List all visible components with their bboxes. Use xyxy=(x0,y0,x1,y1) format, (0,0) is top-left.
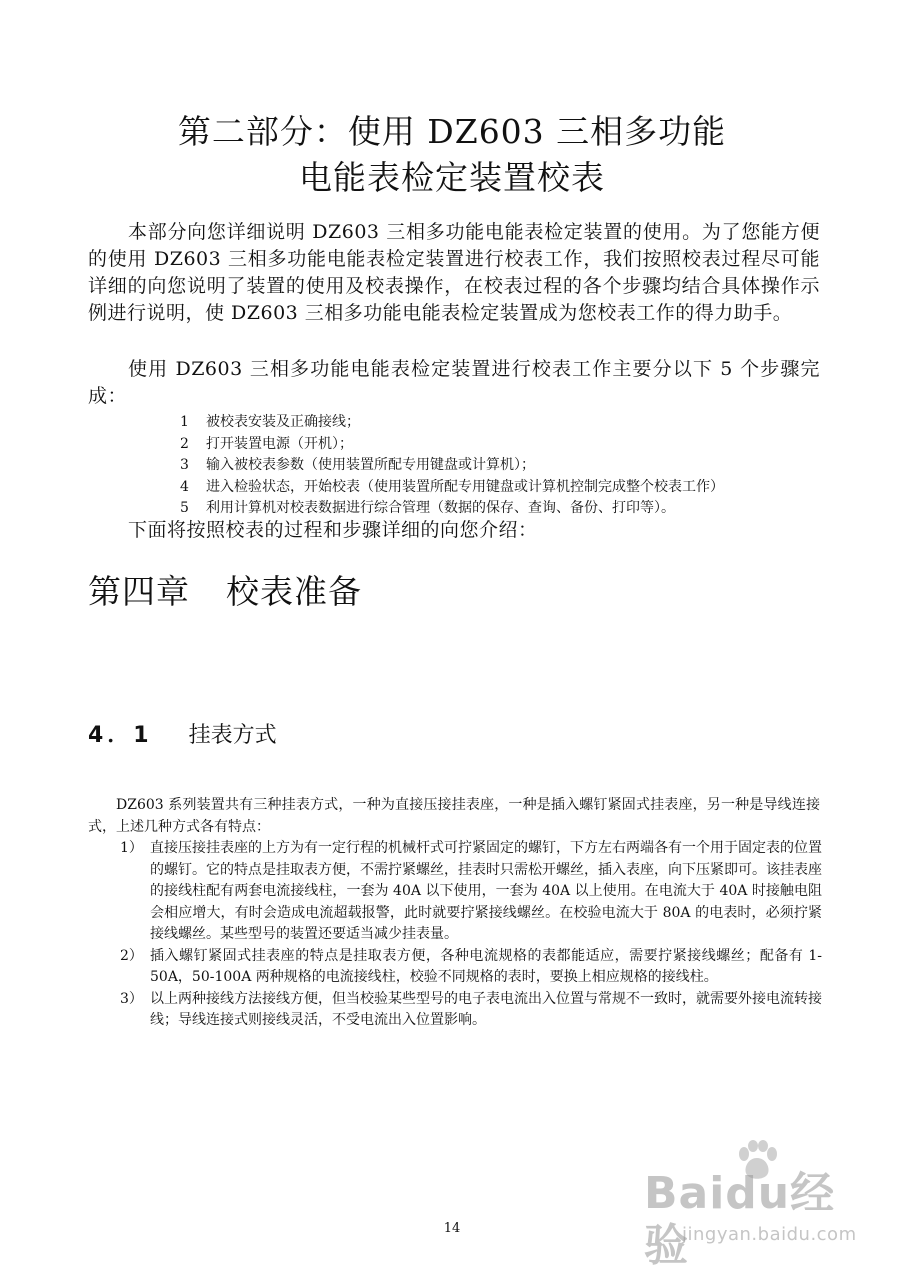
watermark-url: jingyan.baidu.com xyxy=(682,1224,857,1245)
step-item xyxy=(180,477,840,499)
list-item-text: 以上两种接线方法接线方便，但当校验某些型号的电子表电流出入位置与常规不一致时，就需要外接电流转接线；导线连接式则接线灵活，不受电流出入位置影响。 xyxy=(150,990,822,1028)
part-title-line-2: 电能表检定装置校表 xyxy=(299,158,605,197)
list-item xyxy=(120,838,822,946)
step-text: 输入被校表参数（使用装置所配专用键盘或计算机）； xyxy=(206,457,535,473)
list-item xyxy=(120,989,822,1032)
list-item-number: 3） xyxy=(120,990,143,1007)
section-lead-text: DZ603 系列装置共有三种挂表方式，一种为直接压接挂表座，一种是插入螺钉紧固式挂表座，另一种是导线连接式，上述几种方式各有特点： xyxy=(88,797,820,835)
step-text: 利用计算机对校表数据进行综合管理（数据的保存、查询、备份、打印等）。 xyxy=(206,500,675,516)
chapter-number: 第四章 xyxy=(88,572,190,611)
list-item xyxy=(120,946,822,989)
baidu-jingyan-watermark xyxy=(640,1140,870,1271)
step-number: 5 xyxy=(180,500,189,516)
chapter-title: 校表准备 xyxy=(226,572,362,611)
step-text: 打开装置电源（开机）； xyxy=(206,435,353,452)
step-list xyxy=(180,412,840,520)
step-number: 2 xyxy=(180,435,189,452)
section-heading xyxy=(88,720,277,752)
intro-paragraph-1 xyxy=(88,219,820,327)
step-item xyxy=(180,412,840,434)
list-item-text: 直接压接挂表座的上方为有一定行程的机械杆式可拧紧固定的螺钉，下方左右两端各有一个用于固定表的位置的螺钉。它的特点是挂取表方便，不需拧紧螺丝，挂表时只需松开螺丝，插入表座，向下压紧即可。该挂表座的接线柱配有两套电流接线柱，一套为 40A 以下使用，一套为 40A 以上使用。在电流大于 40A 时接触电阻会相应增大，有时会造成电流超载报警，此时就要拧紧接线螺丝。在校验电流大于 80A 的电表时，必须拧紧接线螺丝。某些型号的装置还要适当减少挂表量。 xyxy=(150,840,822,942)
section-number: 4．1 xyxy=(88,723,153,748)
step-number: 4 xyxy=(180,478,189,495)
intro-paragraph-2-text: 使用 DZ603 三相多功能电能表检定装置进行校表工作主要分以下 5 个步骤完成： xyxy=(88,358,820,407)
list-item-number: 1） xyxy=(120,840,143,856)
step-item xyxy=(180,434,840,456)
page-number: 14 xyxy=(443,1221,461,1236)
part-title-line-1: 第二部分：使用 DZ603 三相多功能 xyxy=(177,112,727,151)
section-lead-paragraph xyxy=(88,795,820,838)
step-text: 被校表安装及正确接线； xyxy=(206,414,360,430)
step-item xyxy=(180,455,840,477)
list-item-number: 2） xyxy=(120,947,143,964)
chapter-heading xyxy=(88,570,362,614)
watermark-brand: Baidu经验 xyxy=(644,1168,836,1271)
intro-paragraph-2 xyxy=(88,356,820,410)
outro-paragraph: 下面将按照校表的过程和步骤详细的向您介绍： xyxy=(128,519,538,541)
step-number: 1 xyxy=(180,414,189,430)
step-text: 进入检验状态，开始校表（使用装置所配专用键盘或计算机控制完成整个校表工作） xyxy=(206,478,724,495)
section-title: 挂表方式 xyxy=(188,723,277,748)
intro-paragraph-1-text: 本部分向您详细说明 DZ603 三相多功能电能表检定装置的使用。为了您能方便的使用 DZ603 三相多功能电能表检定装置进行校表工作，我们按照校表过程尽可能详细的向您说明了装置的使用及校表操作，在校表过程的各个步骤均结合具体操作示例进行说明，使 DZ603 三相多功能电能表检定装置成为您校表工作的得力助手。 xyxy=(88,221,820,324)
step-number: 3 xyxy=(180,457,189,473)
mounting-method-list xyxy=(120,838,822,1032)
list-item-text: 插入螺钉紧固式挂表座的特点是挂取表方便，各种电流规格的表都能适应，需要拧紧接线螺丝；配备有 1-50A，50-100A 两种规格的电流接线柱，校验不同规格的表时，要换上相应规格的接线柱。 xyxy=(150,947,822,985)
